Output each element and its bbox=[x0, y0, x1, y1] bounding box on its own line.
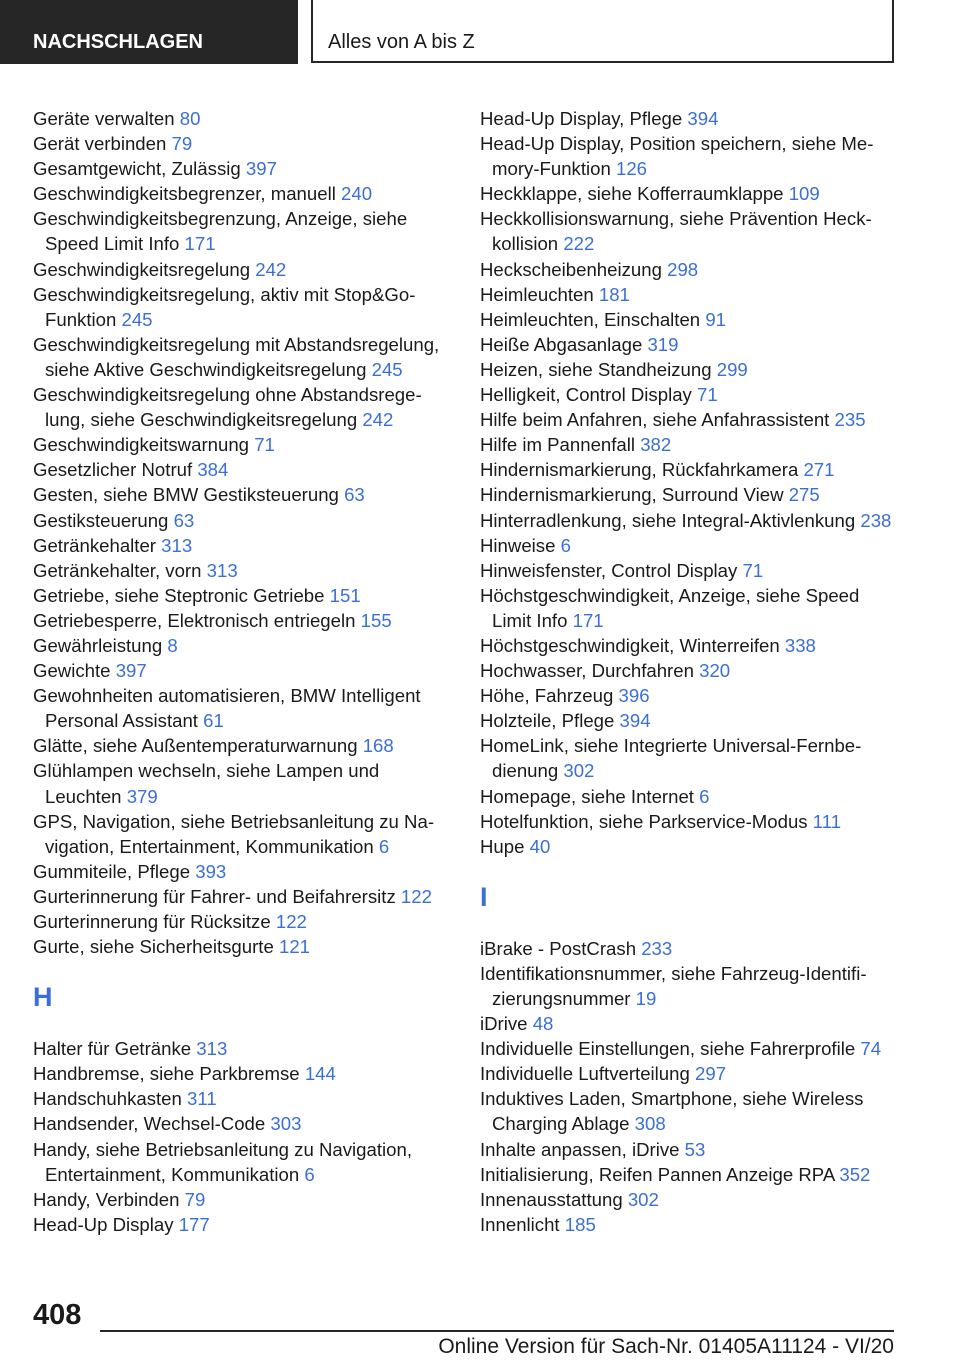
page-link[interactable]: 121 bbox=[278, 936, 311, 958]
entry-term: Innenausstattung bbox=[480, 1188, 623, 1210]
page-link[interactable]: 396 bbox=[618, 685, 650, 707]
index-entry bbox=[480, 332, 900, 357]
index-entry bbox=[33, 533, 453, 558]
index-entry bbox=[33, 332, 453, 382]
index-entry bbox=[480, 1137, 900, 1162]
index-entry bbox=[480, 708, 900, 733]
index-entry bbox=[480, 834, 900, 859]
page-link[interactable]: 63 bbox=[344, 484, 365, 506]
entry-term: Hindernismarkierung, Surround View bbox=[480, 484, 784, 506]
page-link[interactable]: 79 bbox=[171, 133, 193, 155]
page-link[interactable]: 71 bbox=[742, 559, 764, 581]
entry-term: Getriebesperre, Elektronisch entriegeln bbox=[33, 609, 356, 631]
index-entry bbox=[33, 1036, 453, 1061]
entry-term: Hindernismarkierung, Rückfahrkamera bbox=[480, 459, 799, 481]
entry-term: Handy, Verbinden bbox=[33, 1188, 180, 1210]
page-link[interactable]: 71 bbox=[697, 384, 718, 406]
index-entry bbox=[480, 784, 900, 809]
index-entry bbox=[33, 206, 453, 256]
footer-rule bbox=[100, 1330, 894, 1332]
entry-term: Geschwindigkeitsregelung, aktiv mit Stop&Go-Funktion bbox=[33, 283, 416, 330]
entry-term: Handbremse, siehe Parkbremse bbox=[33, 1063, 300, 1085]
index-entry bbox=[33, 859, 453, 884]
entry-term: Hupe bbox=[480, 835, 525, 857]
page-link[interactable]: 61 bbox=[203, 710, 224, 732]
index-entry bbox=[480, 407, 900, 432]
index-entry bbox=[480, 1061, 900, 1086]
entry-term: Geschwindigkeitsregelung bbox=[33, 258, 251, 280]
index-entry bbox=[480, 1086, 900, 1136]
page-link[interactable]: 313 bbox=[161, 534, 193, 556]
entry-term: Glätte, siehe Außentemperaturwarnung bbox=[33, 735, 358, 757]
entry-term: iDrive bbox=[480, 1013, 528, 1035]
page-link[interactable]: 126 bbox=[616, 158, 648, 180]
index-entry bbox=[480, 1036, 900, 1061]
entry-term: Hilfe beim Anfahren, siehe Anfahrassistent bbox=[480, 409, 830, 431]
page-link[interactable]: 48 bbox=[532, 1013, 554, 1035]
page-link[interactable]: 245 bbox=[371, 358, 403, 380]
index-entry bbox=[480, 733, 900, 783]
index-entry bbox=[33, 758, 453, 808]
entry-term: Hinweise bbox=[480, 534, 556, 556]
page-link[interactable]: 63 bbox=[173, 509, 195, 531]
entries-h bbox=[33, 1036, 453, 1237]
page-link[interactable]: 271 bbox=[803, 459, 835, 481]
page-link[interactable]: 238 bbox=[860, 509, 892, 531]
entry-term: Heimleuchten bbox=[480, 283, 594, 305]
entry-term: Halter für Getränke bbox=[33, 1038, 192, 1060]
index-entry bbox=[480, 432, 900, 457]
letter-heading-i: I bbox=[480, 881, 488, 912]
index-entry bbox=[480, 558, 900, 583]
index-entry bbox=[480, 106, 900, 131]
index-entry bbox=[33, 583, 453, 608]
page-link[interactable]: 19 bbox=[635, 988, 657, 1009]
index-entry bbox=[33, 508, 453, 533]
index-entry bbox=[480, 809, 900, 834]
index-entry bbox=[33, 156, 453, 181]
section-title: Alles von A bis Z bbox=[311, 0, 894, 63]
entry-term: Individuelle Einstellungen, siehe Fahrerprofile bbox=[480, 1038, 856, 1060]
entry-term: Hinterradlenkung, siehe Integral-Aktivlenkung bbox=[480, 509, 856, 531]
entry-term: Inhalte anpassen, iDrive bbox=[480, 1138, 680, 1160]
entry-term: Getränkehalter bbox=[33, 534, 156, 556]
entry-term: Gesten, siehe BMW Gestiksteuerung bbox=[33, 484, 339, 506]
entry-term: Gurterinnerung für Rücksitze bbox=[33, 911, 271, 932]
entry-term: Handsender, Wechsel-Code bbox=[33, 1113, 266, 1135]
entry-term: Head-Up Display, Pflege bbox=[480, 108, 683, 129]
page-link[interactable]: 151 bbox=[329, 584, 361, 606]
entry-term: Gewährleistung bbox=[33, 634, 163, 656]
index-entry bbox=[33, 733, 453, 758]
entry-term: Helligkeit, Control Display bbox=[480, 384, 692, 406]
entry-term: Induktives Laden, Smartphone, siehe Wireless Charging Ablage bbox=[480, 1088, 864, 1135]
entry-term: Geschwindigkeitsbegrenzer, manuell bbox=[33, 183, 336, 205]
page-link[interactable]: 181 bbox=[598, 283, 630, 305]
entry-term: Gesetzlicher Notruf bbox=[33, 459, 193, 481]
entry-term: Gewohnheiten automatisieren, BMW Intelligent Personal Assistant bbox=[33, 685, 421, 732]
entry-term: Heckscheibenheizung bbox=[480, 258, 662, 280]
entry-term: Geschwindigkeitsregelung ohne Abstandsregelung, siehe Geschwindigkeitsregelung bbox=[33, 384, 422, 431]
entry-term: Hotelfunktion, siehe Parkservice-Modus bbox=[480, 810, 808, 832]
page-link[interactable]: 74 bbox=[860, 1038, 882, 1060]
page-link[interactable]: 379 bbox=[126, 785, 158, 807]
page-link[interactable]: 144 bbox=[304, 1063, 336, 1085]
entry-term: Heckkollisionswarnung, siehe Prävention Heckkollision bbox=[480, 208, 872, 255]
entry-term: iBrake - PostCrash bbox=[480, 937, 637, 959]
page-link[interactable]: 155 bbox=[360, 609, 392, 631]
page-link[interactable]: 308 bbox=[634, 1113, 666, 1135]
page-link[interactable]: 298 bbox=[667, 258, 699, 280]
index-entry bbox=[480, 1212, 900, 1237]
entry-term: Hilfe im Pannenfall bbox=[480, 434, 636, 456]
index-entry bbox=[480, 457, 900, 482]
page-link[interactable]: 338 bbox=[784, 634, 816, 656]
entry-term: HomeLink, siehe Integrierte Universal-Fernbedienung bbox=[480, 735, 862, 782]
entry-term: Höhe, Fahrzeug bbox=[480, 685, 614, 707]
index-entry bbox=[480, 936, 900, 961]
entries-i bbox=[480, 936, 900, 1237]
page-link[interactable]: 297 bbox=[695, 1063, 727, 1085]
index-entry bbox=[33, 608, 453, 633]
page-link[interactable]: 6 bbox=[560, 534, 571, 556]
index-entry bbox=[480, 257, 900, 282]
page-link[interactable]: 240 bbox=[341, 183, 373, 205]
entry-term: Head-Up Display, Position speichern, siehe Memory-Funktion bbox=[480, 133, 874, 180]
page-link[interactable]: 6 bbox=[699, 785, 710, 807]
entry-term: Individuelle Luftverteilung bbox=[480, 1063, 690, 1085]
letter-heading-h: H bbox=[33, 982, 53, 1013]
page-link[interactable]: 235 bbox=[834, 409, 866, 431]
page-link[interactable]: 122 bbox=[400, 885, 432, 907]
entry-term: Heimleuchten, Einschalten bbox=[480, 308, 701, 330]
index-entry bbox=[33, 257, 453, 282]
entry-term: Geschwindigkeitsregelung mit Abstandsregelung, siehe Aktive Geschwindigkeitsregelung bbox=[33, 333, 440, 380]
index-entry bbox=[480, 683, 900, 708]
index-entry bbox=[33, 131, 453, 156]
page-link[interactable]: 71 bbox=[254, 434, 275, 456]
index-entry bbox=[480, 583, 900, 633]
entry-term: Head-Up Display bbox=[33, 1213, 174, 1235]
index-column-right bbox=[480, 106, 900, 1237]
index-entry bbox=[33, 934, 453, 959]
entry-term: Heizen, siehe Standheizung bbox=[480, 358, 712, 380]
page-number: 408 bbox=[33, 1299, 82, 1331]
index-entry bbox=[33, 884, 453, 909]
page-link[interactable]: 6 bbox=[304, 1163, 315, 1185]
page-link[interactable]: 91 bbox=[705, 308, 727, 330]
page-link[interactable]: 384 bbox=[197, 459, 229, 481]
entry-term: Glühlampen wechseln, siehe Lampen und Leuchten bbox=[33, 760, 380, 807]
entry-term: Hinweisfenster, Control Display bbox=[480, 559, 738, 581]
page-link[interactable]: 313 bbox=[196, 1038, 228, 1060]
index-entry bbox=[33, 1187, 453, 1212]
page-link[interactable]: 171 bbox=[184, 233, 216, 255]
entry-term: Identifikationsnummer, siehe Fahrzeug-Identifizierungsnummer bbox=[480, 962, 867, 1009]
page-link[interactable]: 242 bbox=[255, 258, 287, 280]
index-entry bbox=[33, 1086, 453, 1111]
page-link[interactable]: 303 bbox=[270, 1113, 302, 1135]
index-entry bbox=[480, 1011, 900, 1036]
index-entry bbox=[480, 633, 900, 658]
entry-term: Geschwindigkeitsbegrenzung, Anzeige, siehe Speed Limit Info bbox=[33, 208, 408, 255]
index-entry bbox=[480, 206, 900, 256]
entry-term: Holzteile, Pflege bbox=[480, 710, 615, 732]
index-entry bbox=[33, 282, 453, 332]
page-link[interactable]: 394 bbox=[687, 108, 719, 129]
index-entry bbox=[480, 282, 900, 307]
entry-term: Gerät verbinden bbox=[33, 133, 167, 155]
index-entry bbox=[33, 558, 453, 583]
index-entry bbox=[33, 482, 453, 507]
entry-term: Heckklappe, siehe Kofferraumklappe bbox=[480, 183, 784, 205]
entry-term: Heiße Abgasanlage bbox=[480, 333, 643, 355]
index-entry bbox=[33, 683, 453, 733]
page-link[interactable]: 177 bbox=[178, 1213, 210, 1235]
page-link[interactable]: 222 bbox=[563, 233, 595, 255]
page-link[interactable]: 245 bbox=[121, 308, 153, 330]
page-link[interactable]: 185 bbox=[564, 1213, 596, 1235]
page-link[interactable]: 6 bbox=[378, 835, 390, 857]
index-entry bbox=[33, 1061, 453, 1086]
index-entry bbox=[480, 482, 900, 507]
index-entry bbox=[480, 131, 900, 181]
entry-term: Handschuhkasten bbox=[33, 1088, 182, 1110]
page-link[interactable]: 233 bbox=[641, 937, 673, 959]
index-entry bbox=[480, 382, 900, 407]
index-entry bbox=[480, 307, 900, 332]
page-link[interactable]: 319 bbox=[647, 333, 679, 355]
page-link[interactable]: 8 bbox=[167, 634, 178, 656]
index-entry bbox=[480, 961, 900, 1011]
entry-term: Höchstgeschwindigkeit, Winterreifen bbox=[480, 634, 780, 656]
index-entry bbox=[33, 909, 453, 934]
index-entry bbox=[480, 658, 900, 683]
index-entry bbox=[480, 533, 900, 558]
page-link[interactable]: 53 bbox=[684, 1138, 706, 1160]
entry-term: Gewichte bbox=[33, 660, 111, 682]
index-column-left bbox=[33, 106, 453, 1237]
page-link[interactable]: 275 bbox=[788, 484, 820, 506]
entry-term: Homepage, siehe Internet bbox=[480, 785, 694, 807]
entry-term: Geräte verwalten bbox=[33, 108, 175, 129]
page-link[interactable]: 394 bbox=[619, 710, 651, 732]
entry-term: Initialisierung, Reifen Pannen Anzeige RPA bbox=[480, 1163, 835, 1185]
index-entry bbox=[33, 809, 453, 859]
entry-term: Handy, siehe Betriebsanleitung zu Navigation, Entertainment, Kommunikation bbox=[33, 1138, 412, 1185]
page-link[interactable]: 171 bbox=[572, 609, 604, 631]
entries-h-continued bbox=[480, 106, 900, 859]
index-entry bbox=[33, 457, 453, 482]
entry-term: Hochwasser, Durchfahren bbox=[480, 660, 694, 682]
page-link[interactable]: 80 bbox=[179, 108, 201, 129]
index-entry bbox=[33, 106, 453, 131]
index-entry bbox=[33, 1212, 453, 1237]
index-entry bbox=[33, 658, 453, 683]
page-link[interactable]: 352 bbox=[839, 1163, 871, 1185]
page-link[interactable]: 311 bbox=[187, 1088, 217, 1110]
entry-term: Geschwindigkeitswarnung bbox=[33, 434, 250, 456]
index-entry bbox=[480, 181, 900, 206]
entry-term: Gestiksteuerung bbox=[33, 509, 169, 531]
entry-term: GPS, Navigation, siehe Betriebsanleitung zu Navigation, Entertainment, Kommunikation bbox=[33, 810, 435, 857]
index-entry bbox=[33, 432, 453, 457]
page-link[interactable]: 40 bbox=[529, 835, 551, 857]
page-link[interactable]: 397 bbox=[115, 660, 147, 682]
entry-term: Getriebe, siehe Steptronic Getriebe bbox=[33, 584, 325, 606]
index-entry bbox=[480, 1162, 900, 1187]
index-entry bbox=[33, 1111, 453, 1136]
index-entry bbox=[33, 382, 453, 432]
page-link[interactable]: 109 bbox=[788, 183, 820, 205]
page-link[interactable]: 122 bbox=[275, 911, 307, 932]
page-link[interactable]: 320 bbox=[699, 660, 731, 682]
page-link[interactable]: 168 bbox=[362, 735, 394, 757]
index-entry bbox=[33, 1137, 453, 1187]
section-tab: NACHSCHLAGEN bbox=[0, 0, 298, 64]
page-link[interactable]: 393 bbox=[195, 860, 227, 882]
entry-term: Gurte, siehe Sicherheitsgurte bbox=[33, 936, 274, 958]
index-entry bbox=[33, 181, 453, 206]
entry-term: Gesamtgewicht, Zulässig bbox=[33, 158, 241, 180]
entry-term: Gurterinnerung für Fahrer- und Beifahrersitz bbox=[33, 885, 396, 907]
entries-g bbox=[33, 106, 453, 959]
entry-term: Getränkehalter, vorn bbox=[33, 559, 202, 581]
page-link[interactable]: 111 bbox=[812, 810, 842, 832]
page-link[interactable]: 79 bbox=[184, 1188, 206, 1210]
page-link[interactable]: 397 bbox=[245, 158, 277, 180]
entry-term: Gummiteile, Pflege bbox=[33, 860, 191, 882]
page-link[interactable]: 302 bbox=[627, 1188, 659, 1210]
index-entry bbox=[33, 633, 453, 658]
index-entry bbox=[480, 357, 900, 382]
page-link[interactable]: 382 bbox=[640, 434, 672, 456]
entry-term: Höchstgeschwindigkeit, Anzeige, siehe Speed Limit Info bbox=[480, 584, 860, 631]
index-entry bbox=[480, 1187, 900, 1212]
page-link[interactable]: 242 bbox=[362, 409, 394, 431]
entry-term: Innenlicht bbox=[480, 1213, 560, 1235]
footer-text: Online Version für Sach-Nr. 01405A11124 - VI/20 bbox=[438, 1335, 894, 1358]
page-link[interactable]: 313 bbox=[206, 559, 238, 581]
page-link[interactable]: 299 bbox=[716, 358, 748, 380]
index-entry bbox=[480, 508, 900, 533]
page-link[interactable]: 302 bbox=[563, 760, 595, 782]
